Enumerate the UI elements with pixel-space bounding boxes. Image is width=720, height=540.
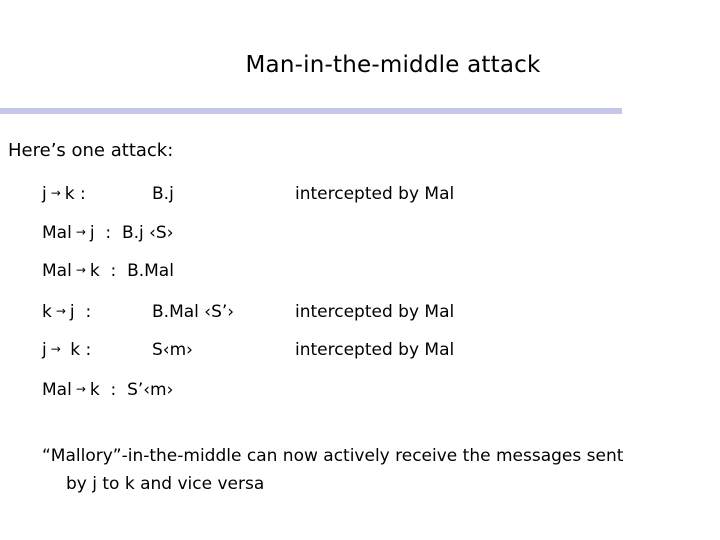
- summary-paragraph: [42, 442, 712, 498]
- step-5-flow: [42, 340, 91, 360]
- protocol-step-6: [42, 380, 174, 404]
- step-4-sender: k: [42, 302, 52, 322]
- step-1-message: B.j: [152, 184, 174, 204]
- protocol-step-4: [42, 302, 455, 326]
- step-2-flow: [42, 223, 174, 243]
- step-6-flow: [42, 380, 173, 400]
- step-2-sender: Mal: [42, 223, 72, 243]
- step-2-receiver: j : B.j ‹S›: [89, 223, 174, 243]
- step-5-receiver: k :: [64, 340, 92, 360]
- step-4-message: B.Mal ‹S’›: [152, 302, 235, 322]
- step-4-flow: [42, 302, 91, 322]
- arrow-icon: →: [50, 186, 61, 200]
- arrow-icon: →: [50, 342, 61, 356]
- title-underline: [0, 108, 622, 114]
- summary-line-1: “Mallory”-in-the-middle can now actively receive the messages sent: [42, 446, 624, 466]
- step-3-receiver: k : B.Mal: [89, 261, 174, 281]
- step-3-flow: [42, 261, 174, 281]
- protocol-step-3: [42, 261, 174, 285]
- step-1-sender: j: [42, 184, 47, 204]
- protocol-step-2: [42, 223, 174, 247]
- step-1-flow: [42, 184, 86, 204]
- step-5-sender: j: [42, 340, 47, 360]
- protocol-step-5: [42, 340, 455, 364]
- step-6-sender: Mal: [42, 380, 72, 400]
- step-3-sender: Mal: [42, 261, 72, 281]
- arrow-icon: →: [75, 382, 86, 396]
- arrow-icon: →: [75, 263, 86, 277]
- summary-line-2: by j to k and vice versa: [66, 474, 265, 494]
- step-4-note: intercepted by Mal: [295, 302, 455, 322]
- protocol-step-1: [42, 184, 455, 208]
- step-4-receiver: j :: [69, 302, 92, 322]
- step-1-note: intercepted by Mal: [295, 184, 455, 204]
- step-6-receiver: k : S’‹m›: [89, 380, 174, 400]
- step-1-receiver: k :: [64, 184, 86, 204]
- step-5-message: S‹m›: [152, 340, 193, 360]
- slide-title: Man-in-the-middle attack: [245, 52, 541, 78]
- arrow-icon: →: [75, 225, 86, 239]
- step-5-note: intercepted by Mal: [295, 340, 455, 360]
- intro-text: Here’s one attack:: [8, 140, 174, 161]
- arrow-icon: →: [55, 304, 66, 318]
